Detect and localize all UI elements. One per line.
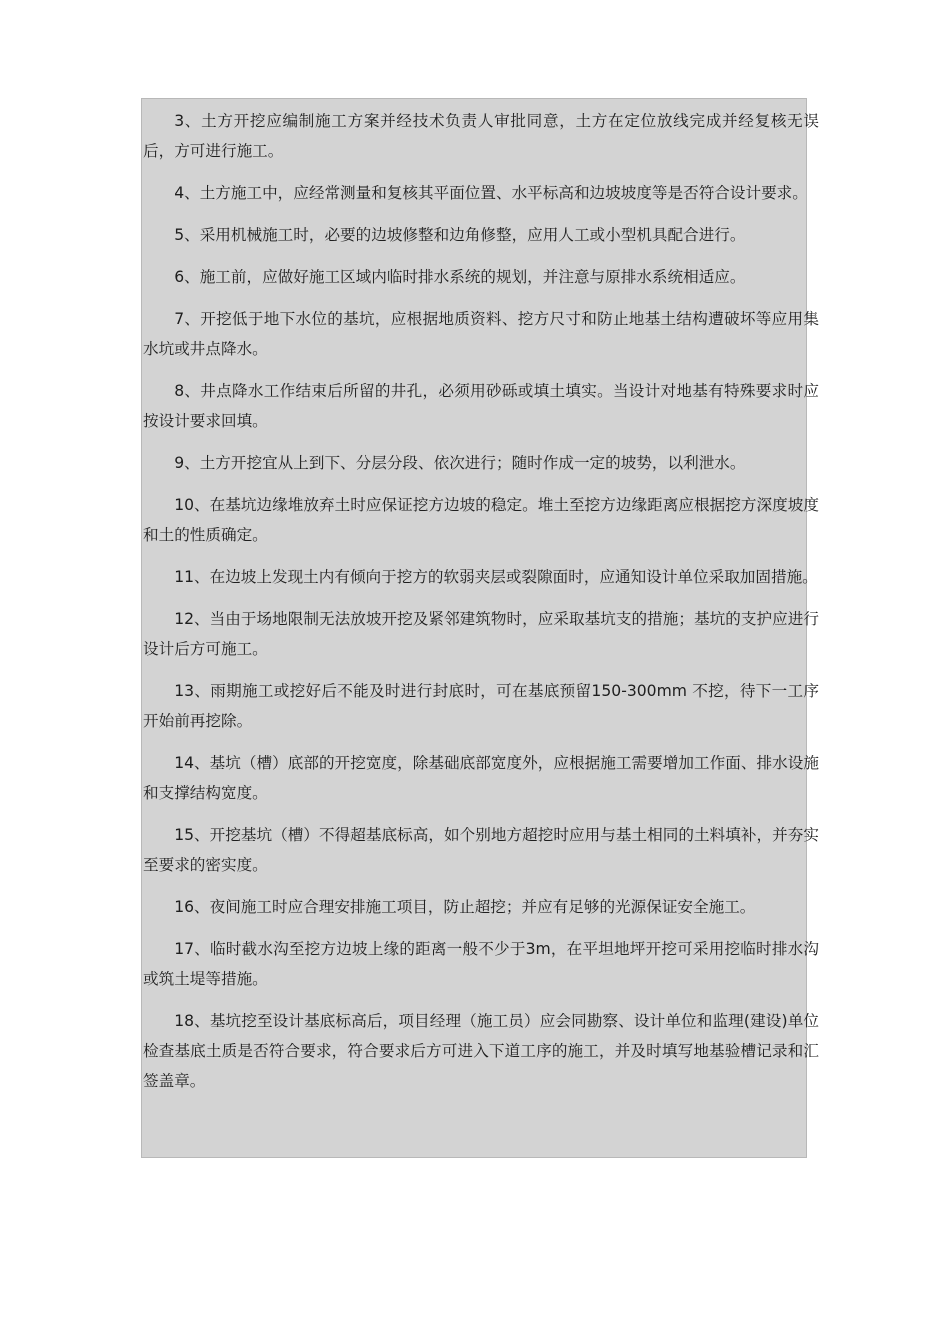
list-item: 5、采用机械施工时，必要的边坡修整和边角修整，应用人工或小型机具配合进行。 (174, 226, 746, 244)
list-item: 13、雨期施工或挖好后不能及时进行封底时，可在基底预留150-300mm 不挖，待下一工序开始前再挖除。 (143, 682, 819, 730)
list-item: 3、土方开挖应编制施工方案并经技术负责人审批同意，土方在定位放线完成并经复核无误后，方可进行施工。 (143, 112, 819, 160)
requirements-list (143, 106, 819, 1108)
list-item: 14、基坑（槽）底部的开挖宽度，除基础底部宽度外，应根据施工需要增加工作面、排水设施和支撑结构宽度。 (143, 754, 819, 802)
list-item: 15、开挖基坑（槽）不得超基底标高，如个别地方超挖时应用与基土相同的土料填补，并夯实至要求的密实度。 (143, 826, 819, 874)
list-item: 10、在基坑边缘堆放弃土时应保证挖方边坡的稳定。堆土至挖方边缘距离应根据挖方深度坡度和土的性质确定。 (143, 496, 819, 544)
list-item: 17、临时截水沟至挖方边坡上缘的距离一般不少于3m，在平坦地坪开挖可采用挖临时排水沟或筑土堤等措施。 (143, 940, 819, 988)
list-item: 11、在边坡上发现土内有倾向于挖方的软弱夹层或裂隙面时，应通知设计单位采取加固措施。 (174, 568, 818, 586)
list-item: 9、土方开挖宜从上到下、分层分段、依次进行；随时作成一定的坡势，以利泄水。 (174, 454, 746, 472)
list-item: 4、土方施工中，应经常测量和复核其平面位置、水平标高和边坡坡度等是否符合设计要求。 (174, 184, 808, 202)
list-item: 7、开挖低于地下水位的基坑，应根据地质资料、挖方尺寸和防止地基土结构遭破坏等应用集水坑或井点降水。 (143, 310, 819, 358)
list-item: 12、当由于场地限制无法放坡开挖及紧邻建筑物时，应采取基坑支的措施；基坑的支护应进行设计后方可施工。 (143, 610, 819, 658)
list-item: 16、夜间施工时应合理安排施工项目，防止超挖；并应有足够的光源保证安全施工。 (174, 898, 756, 916)
list-item: 18、基坑挖至设计基底标高后，项目经理（施工员）应会同勘察、设计单位和监理(建设)单位检查基底土质是否符合要求，符合要求后方可进入下道工序的施工，并及时填写地基验槽记录和汇签盖章。 (143, 1012, 819, 1090)
list-item: 8、井点降水工作结束后所留的井孔，必须用砂砾或填土填实。当设计对地基有特殊要求时应按设计要求回填。 (143, 382, 819, 430)
list-item: 6、施工前，应做好施工区域内临时排水系统的规划，并注意与原排水系统相适应。 (174, 268, 746, 286)
